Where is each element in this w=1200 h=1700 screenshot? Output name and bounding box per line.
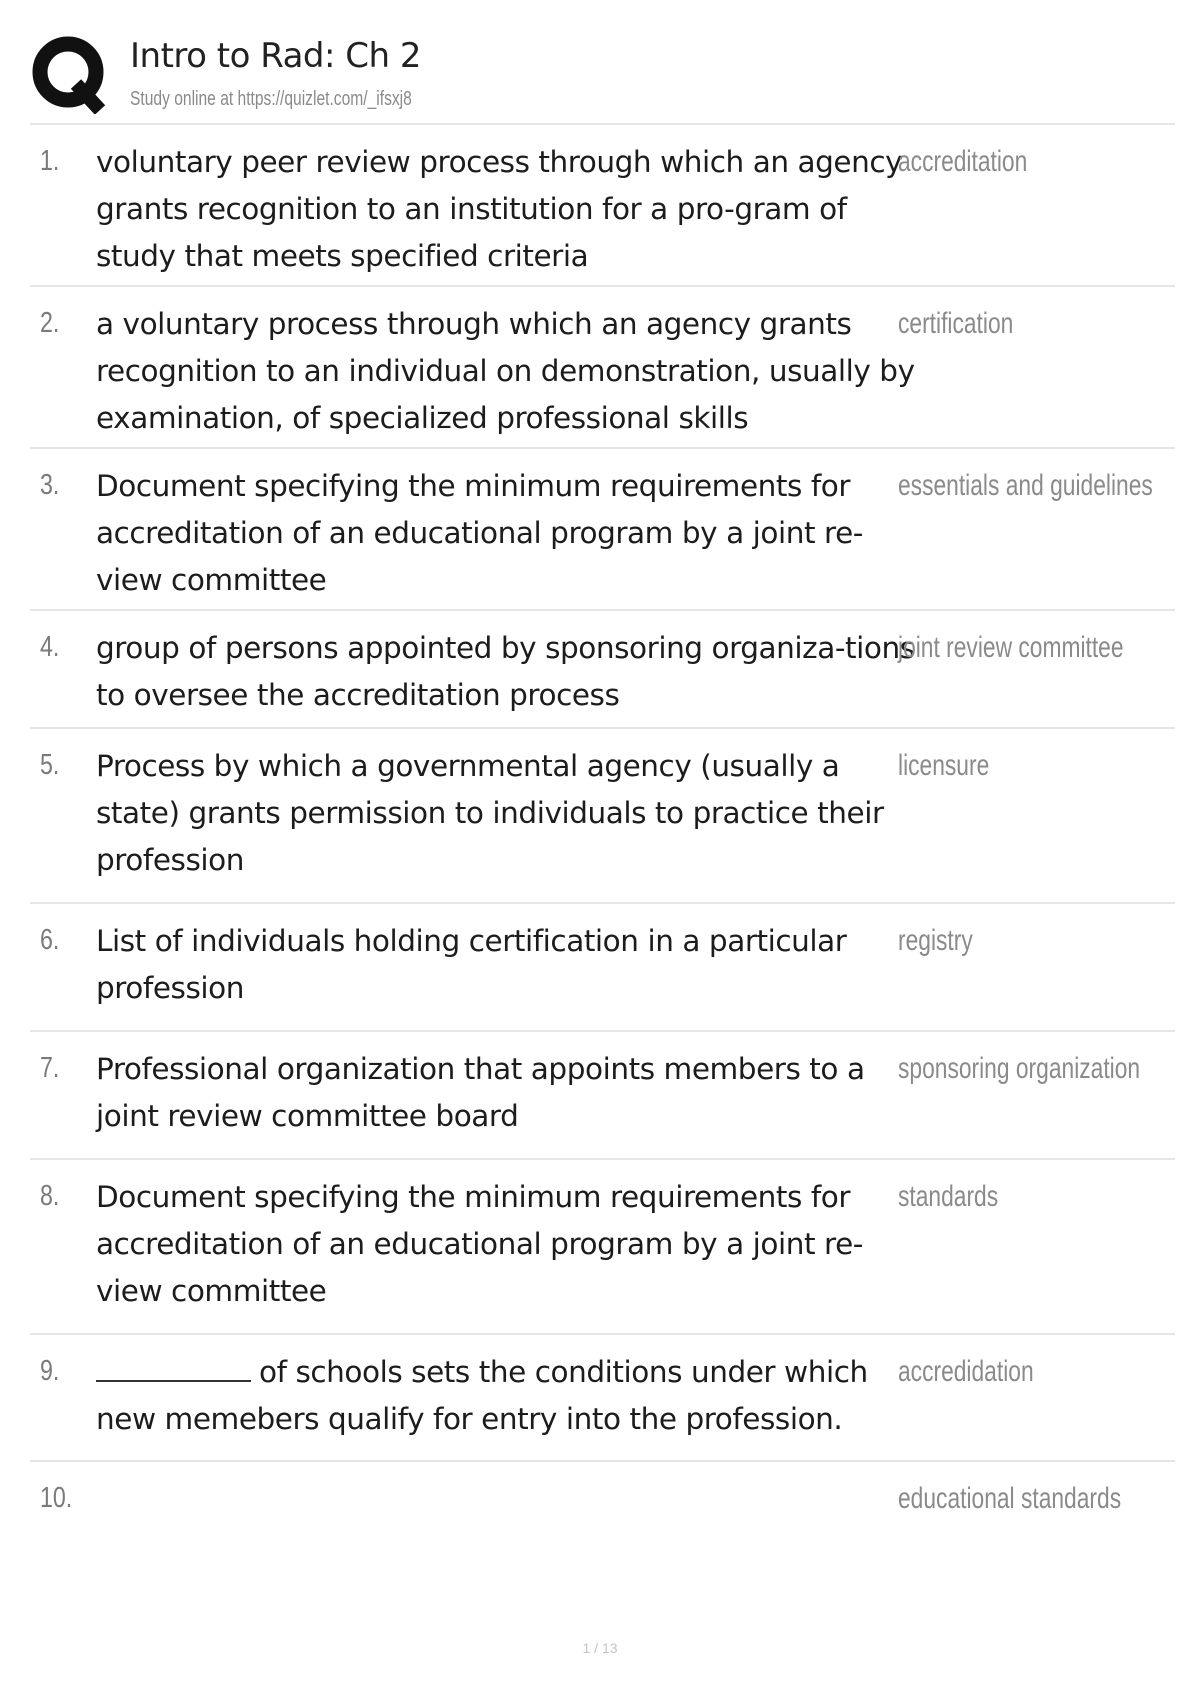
header (30, 30, 1180, 125)
item-definition: Document specifying the minimum requirements for accreditation of an educational program by a joint re-view committee (96, 1180, 863, 1308)
item-definition: group of persons appointed by sponsoring organiza-tions to oversee the accreditation process (96, 631, 915, 712)
list-item (30, 611, 1175, 729)
item-term: joint review committee (898, 631, 1124, 664)
terms-list (30, 123, 1175, 1562)
page-number: 1 / 13 (582, 1640, 618, 1656)
list-item (30, 449, 1175, 611)
list-item (30, 125, 1175, 287)
item-term: accreditation (898, 145, 1028, 178)
item-definition: voluntary peer review process through which an agency grants recognition to an institution for a pro-gram of study that meets specified criteria (96, 145, 903, 273)
item-term: essentials and guidelines (898, 469, 1153, 502)
list-item (30, 1032, 1175, 1160)
fill-in-blank (96, 1350, 251, 1382)
item-term: accredidation (898, 1355, 1034, 1388)
set-title: Intro to Rad: Ch 2 (130, 36, 421, 76)
study-online-link[interactable]: Study online at https://quizlet.com/_ifsxj8 (130, 88, 412, 110)
item-number: 7. (40, 1052, 60, 1084)
item-number: 2. (40, 307, 60, 339)
item-definition: List of individuals holding certification in a particular profession (96, 924, 847, 1005)
item-term: registry (898, 924, 973, 957)
item-number: 5. (40, 749, 60, 781)
list-item (30, 287, 1175, 449)
item-number: 10. (40, 1482, 73, 1514)
item-number: 1. (40, 145, 60, 177)
item-term: certification (898, 307, 1014, 340)
list-item (30, 1160, 1175, 1335)
item-definition: Document specifying the minimum requirements for accreditation of an educational program by a joint re-view committee (96, 469, 863, 597)
item-definition: Professional organization that appoints members to a joint review committee board (96, 1052, 865, 1133)
item-definition (96, 1349, 926, 1443)
item-number: 8. (40, 1180, 60, 1212)
item-term: standards (898, 1180, 999, 1213)
item-number: 6. (40, 924, 60, 956)
list-item (30, 729, 1175, 904)
item-number: 4. (40, 631, 60, 663)
item-definition: a voluntary process through which an agency grants recognition to an individual on demonstration, usually by examination, of specialized professional skills (96, 307, 915, 435)
item-definition: Process by which a governmental agency (usually a state) grants permission to individuals to practice their profession (96, 749, 884, 877)
item-number: 3. (40, 469, 60, 501)
item-term: sponsoring organization (898, 1052, 1141, 1085)
list-item (30, 1462, 1175, 1562)
item-definition-text: of schools sets the conditions under which new memebers qualify for entry into the profession. (96, 1355, 868, 1436)
quizlet-logo-icon (30, 34, 110, 114)
item-term: licensure (898, 749, 990, 782)
list-item (30, 904, 1175, 1032)
item-term: educational standards (898, 1482, 1122, 1515)
item-number: 9. (40, 1355, 60, 1387)
list-item (30, 1335, 1175, 1462)
